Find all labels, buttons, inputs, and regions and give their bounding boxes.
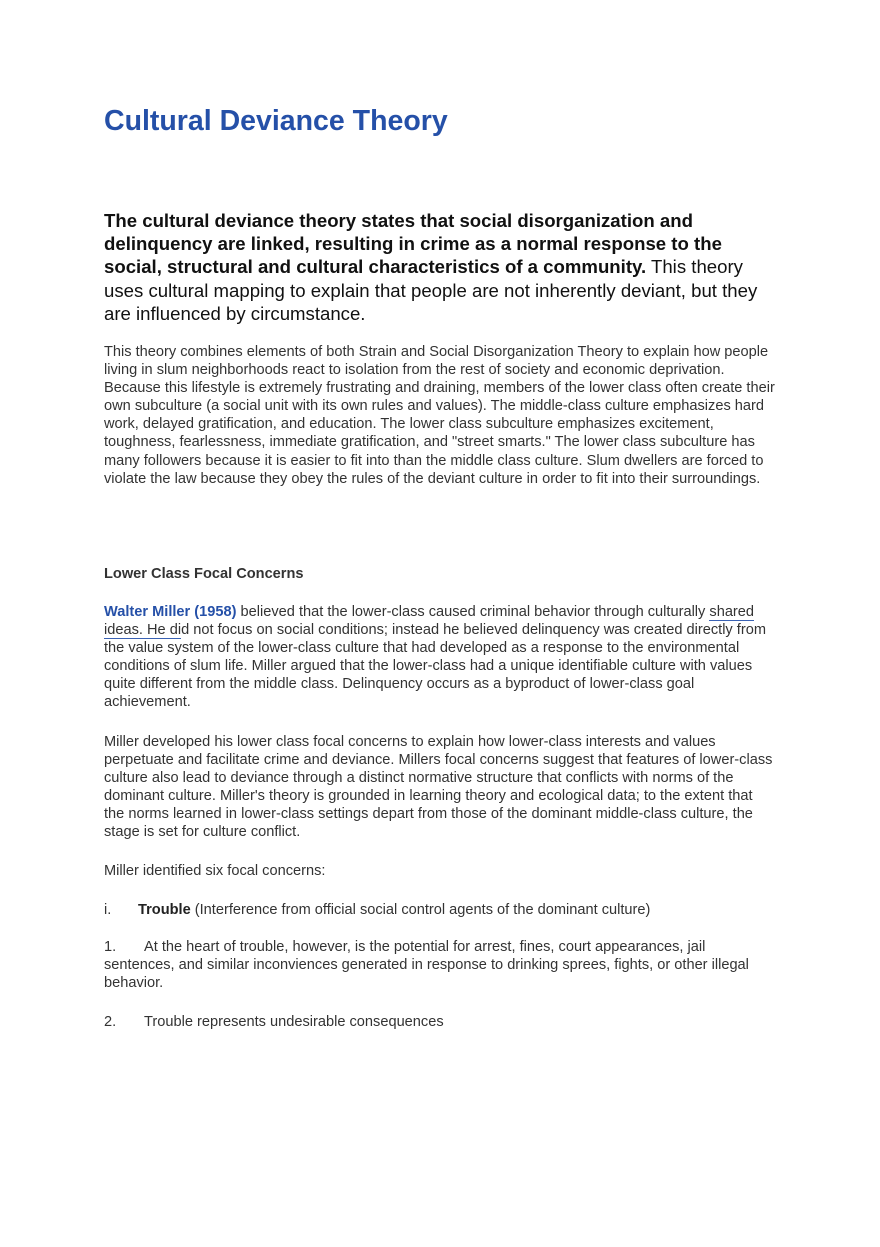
walter-miller-link[interactable]: Walter Miller (1958): [104, 604, 237, 620]
list-item-2: [104, 1013, 776, 1031]
paragraph-walter-miller: [104, 603, 776, 712]
section-heading-focal-concerns: Lower Class Focal Concerns: [104, 566, 304, 582]
paragraph-six-focal-concerns: Miller identified six focal concerns:: [104, 863, 326, 879]
page-title: Cultural Deviance Theory: [104, 105, 448, 137]
trouble-definition: (Interference from official social control agents of the dominant culture): [190, 902, 651, 918]
list-marker-2: 2.: [104, 1014, 117, 1030]
paragraph-walter-miller-text-2: d not focus on social conditions; instead he believed delinquency was created directly from the value system of the lower-class culture that had developed as a response to the environmental conditions of slum life. Miller argued that the lower-class had a unique identifiable culture with values quite different from the middle class. Delinquency occurs as a byproduct of lower-class goal achievement.: [104, 622, 766, 711]
list-item-2-text: Trouble represents undesirable consequences: [144, 1014, 444, 1030]
list-item-trouble: [104, 901, 776, 919]
lead-paragraph: [104, 209, 776, 325]
paragraph-theory-description: This theory combines elements of both Strain and Social Disorganization Theory to explain how people living in slum neighborhoods react to isolation from the rest of society and economic deprivation. Because this lifestyle is extremely frustrating and draining, members of the lower class often create their own subculture (a social unit with its own rules and values). The middle-class culture emphasizes hard work, delayed gratification, and education. The lower class subculture emphasizes excitement, toughness, fearlessness, immediate gratification, and "street smarts." The lower class subculture has many followers because it is easier to fit into than the middle class culture. Slum dwellers are forced to violate the law because they obey the rules of the deviant culture in order to fit into their surroundings.: [104, 344, 775, 487]
list-marker-i: i.: [104, 902, 112, 918]
list-marker-1: 1.: [104, 939, 117, 955]
paragraph-focal-concerns-explanation: Miller developed his lower class focal concerns to explain how lower-class interests and values perpetuate and facilitate crime and deviance. Millers focal concerns suggest that features of lower-class culture also lead to deviance through a distinct normative structure that conflicts with norms of the dominant culture. Miller's theory is grounded in learning theory and ecological data; to the extent that the norms learned in lower-class settings depart from those of the dominant middle-class culture, the stage is set for culture conflict.: [104, 734, 773, 841]
lead-regular-text: This theory uses cultural mapping to explain that people are not inherently deviant, but they are influenced by circumstance.: [104, 256, 758, 324]
paragraph-walter-miller-text-1: believed that the lower-class caused criminal behavior through culturally: [236, 604, 710, 620]
term-trouble: Trouble: [138, 902, 191, 918]
underlined-shared-ideas: shared ideas. He di: [104, 604, 755, 639]
list-item-1-text: At the heart of trouble, however, is the potential for arrest, fines, court appearances, jail sentences, and similar inconviences generated in response to drinking sprees, fights, or other illegal behavior.: [104, 939, 749, 992]
lead-bold-text: The cultural deviance theory states that social disorganization and delinquency are linked, resulting in crime as a normal response to the social, structural and cultural characteristics of a community.: [104, 210, 722, 278]
list-item-1: [104, 938, 776, 992]
